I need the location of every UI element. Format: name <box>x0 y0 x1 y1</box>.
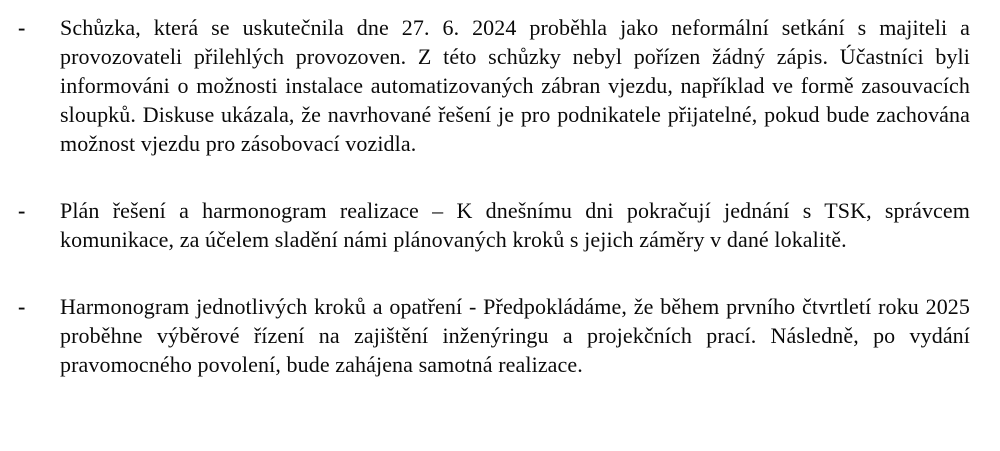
bullet-text-schedule: Harmonogram jednotlivých kroků a opatření - Předpokládáme, že během prvního čtvrtletí roku 2025 proběhne výběrové řízení na zajištění inženýringu a projekčních prací. Následně, po vydání pravomocného povolení, bude zahájena samotná realizace. <box>60 294 970 377</box>
bullet-item-plan <box>18 196 970 254</box>
bullet-item-schedule <box>18 292 970 379</box>
bullet-text-plan: Plán řešení a harmonogram realizace – K dnešnímu dni pokračují jednání s TSK, správcem komunikace, za účelem sladění námi plánovaných kroků s jejich záměry v dané lokalitě. <box>60 198 970 252</box>
bullet-dash: - <box>18 294 26 319</box>
bullet-dash: - <box>18 15 26 40</box>
bullet-dash: - <box>18 198 26 223</box>
bullet-text-meeting: Schůzka, která se uskutečnila dne 27. 6. 2024 proběhla jako neformální setkání s majiteli a provozovateli přilehlých provozoven. Z této schůzky nebyl pořízen žádný zápis. Účastníci byli informováni o možnosti instalace automatizovaných zábran vjezdu, například ve formě zasouvacích sloupků. Diskuse ukázala, že navrhované řešení je pro podnikatele přijatelné, pokud bude zachována možnost vjezdu pro zásobovací vozidla. <box>60 15 970 156</box>
bullet-item-meeting <box>18 13 970 158</box>
